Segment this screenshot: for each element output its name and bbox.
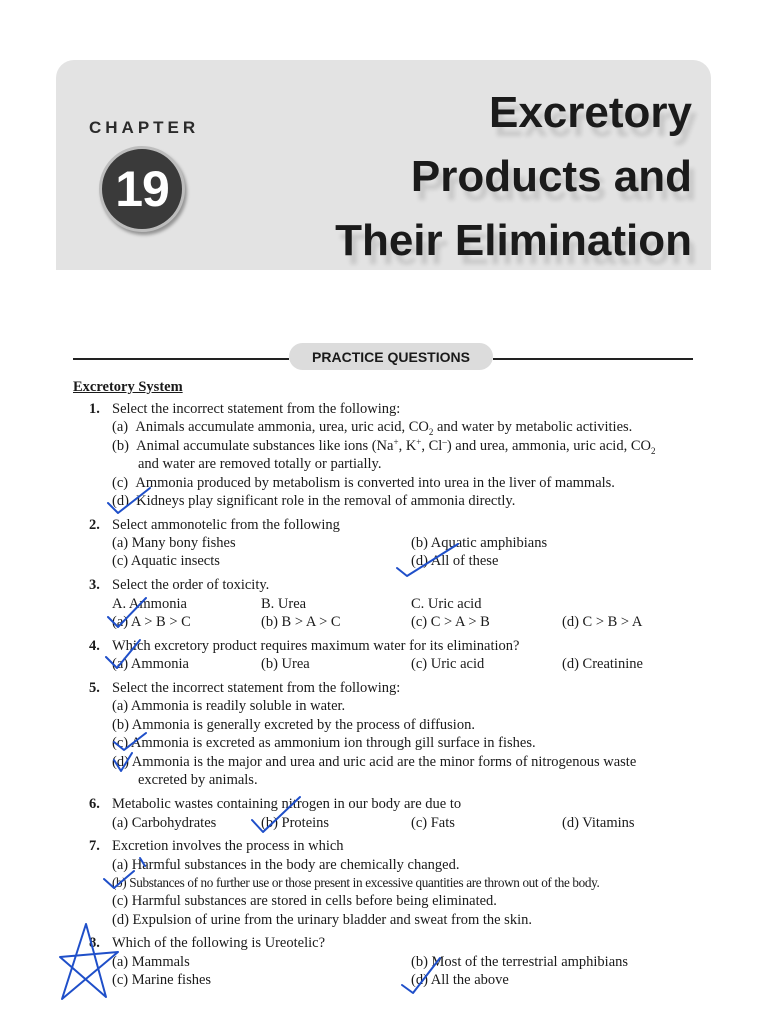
q1-b-text4: ) and urea, ammonia, uric acid, CO — [446, 438, 651, 454]
q6-option-d[interactable]: (d) Vitamins — [562, 815, 635, 831]
q4-option-a[interactable]: (a) Ammonia — [112, 656, 189, 672]
q1-question: Select the incorrect statement from the following: — [112, 401, 401, 417]
q1-option-d[interactable] — [112, 492, 515, 510]
q1-a-label: (a) — [112, 419, 129, 435]
q2-option-c[interactable]: (c) Aquatic insects — [112, 553, 220, 569]
q6-option-c[interactable]: (c) Fats — [411, 815, 455, 831]
q7-option-a[interactable]: (a) Harmful substances in the body are chemically changed. — [112, 857, 460, 873]
q6-question: Metabolic wastes containing nitrogen in our body are due to — [112, 796, 462, 812]
q1-c-text: Ammonia produced by metabolism is converted into urea in the liver of mammals. — [135, 475, 615, 491]
q1-b-sub: 2 — [650, 446, 656, 456]
q1-a-tail: and water by metabolic activities. — [433, 419, 633, 435]
q1-option-b[interactable] — [112, 437, 655, 456]
q7-option-b[interactable]: (b) Substances of no further use or those present in excessive quantities are thrown out of the body. — [112, 875, 600, 890]
q3-item-B: B. Urea — [261, 596, 307, 612]
q3-option-a[interactable]: (a) A > B > C — [112, 614, 191, 630]
q8-number: 8. — [89, 935, 100, 951]
q4-number: 4. — [89, 638, 100, 654]
q1-option-b-cont: and water are removed totally or partially. — [138, 456, 382, 472]
q8-option-a[interactable]: (a) Mammals — [112, 954, 190, 970]
q4-option-d[interactable]: (d) Creatinine — [562, 656, 643, 672]
q2-option-d[interactable]: (d) All of these — [411, 553, 499, 569]
practice-questions-heading: PRACTICE QUESTIONS — [289, 343, 493, 370]
q5-option-b[interactable]: (b) Ammonia is generally excreted by the process of diffusion. — [112, 717, 475, 733]
q6-option-b[interactable]: (b) Proteins — [261, 815, 330, 831]
q1-d-label: (d) — [112, 493, 129, 509]
q1-a-sub: 2 — [428, 427, 434, 437]
q3-option-d[interactable]: (d) C > B > A — [562, 614, 643, 630]
q8-option-b[interactable]: (b) Most of the terrestrial amphibians — [411, 954, 629, 970]
section-title: Excretory System — [73, 379, 183, 395]
q1-b-sup2: + — [416, 437, 422, 447]
q7-option-c[interactable]: (c) Harmful substances are stored in cells before being eliminated. — [112, 893, 497, 909]
chapter-title-line-2: Products and — [410, 152, 692, 201]
q5-option-d[interactable]: (d) Ammonia is the major and urea and uric acid are the minor forms of nitrogenous waste — [112, 754, 637, 770]
q1-b-sup3: – — [442, 437, 447, 447]
q7-question: Excretion involves the process in which — [112, 838, 344, 854]
q5-option-a[interactable]: (a) Ammonia is readily soluble in water. — [112, 698, 346, 714]
q2-question: Select ammonotelic from the following — [112, 517, 340, 533]
heading-rule-left — [73, 358, 289, 360]
q3-option-b[interactable]: (b) B > A > C — [261, 614, 341, 630]
chapter-label: CHAPTER — [89, 118, 200, 137]
q6-number: 6. — [89, 796, 100, 812]
q1-option-c[interactable] — [112, 474, 615, 492]
q2-number: 2. — [89, 517, 100, 533]
q1-number: 1. — [89, 401, 100, 417]
chapter-title-line-3: Their Elimination — [335, 216, 692, 265]
q3-item-C: C. Uric acid — [411, 596, 482, 612]
q2-option-a[interactable]: (a) Many bony fishes — [112, 535, 236, 551]
q7-option-d[interactable]: (d) Expulsion of urine from the urinary bladder and sweat from the skin. — [112, 912, 532, 928]
q3-question: Select the order of toxicity. — [112, 577, 270, 593]
q6-option-a[interactable]: (a) Carbohydrates — [112, 815, 217, 831]
q3-number: 3. — [89, 577, 100, 593]
q1-b-text3: , Cl — [421, 438, 443, 454]
q8-option-c[interactable]: (c) Marine fishes — [112, 972, 212, 988]
q4-question: Which excretory product requires maximum water for its elimination? — [112, 638, 520, 654]
q5-option-d-cont: excreted by animals. — [138, 772, 258, 788]
q1-option-a[interactable] — [112, 418, 632, 437]
q3-item-A: A. Ammonia — [112, 596, 187, 612]
q1-b-label: (b) — [112, 438, 129, 454]
chapter-title-line-1: Excretory — [488, 88, 692, 137]
q1-b-text1: Animal accumulate substances like ions (Na — [136, 438, 394, 454]
q8-question: Which of the following is Ureotelic? — [112, 935, 326, 951]
q3-option-c[interactable]: (c) C > A > B — [411, 614, 490, 630]
q2-option-b[interactable]: (b) Aquatic amphibians — [411, 535, 548, 551]
q8-option-d[interactable]: (d) All the above — [411, 972, 509, 988]
q1-d-text: Kidneys play significant role in the removal of ammonia directly. — [136, 493, 516, 509]
q5-question: Select the incorrect statement from the following: — [112, 680, 401, 696]
q1-b-sup1: + — [393, 437, 399, 447]
q7-number: 7. — [89, 838, 100, 854]
q1-a-text: Animals accumulate ammonia, urea, uric acid, CO — [135, 419, 429, 435]
q1-c-label: (c) — [112, 475, 129, 491]
q5-number: 5. — [89, 680, 100, 696]
q4-option-c[interactable]: (c) Uric acid — [411, 656, 485, 672]
q1-b-text2: , K — [398, 438, 417, 454]
chapter-number-badge: 19 — [99, 146, 185, 232]
q5-option-c[interactable]: (c) Ammonia is excreted as ammonium ion through gill surface in fishes. — [112, 735, 536, 751]
heading-rule-right — [493, 358, 693, 360]
q4-option-b[interactable]: (b) Urea — [261, 656, 310, 672]
